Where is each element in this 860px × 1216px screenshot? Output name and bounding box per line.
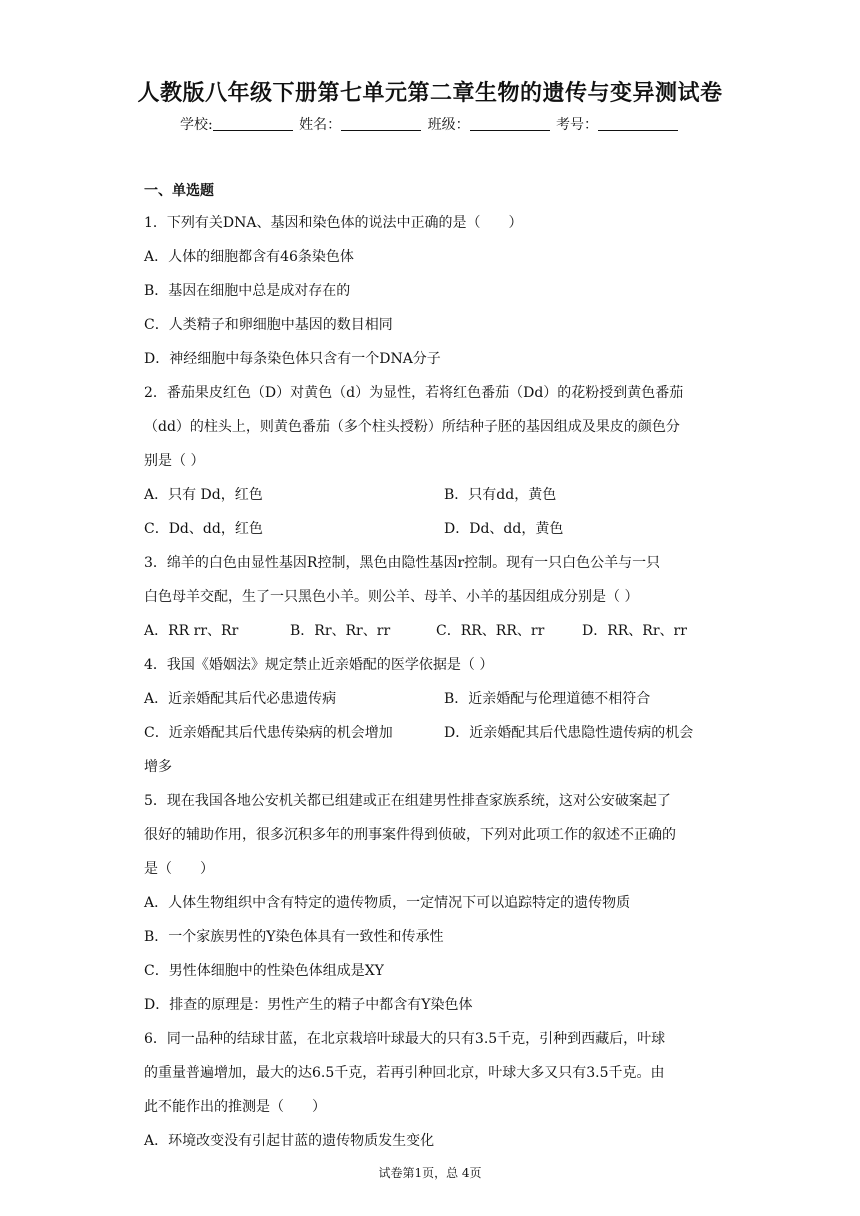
q2-option-b: B．只有dd，黄色 [444,487,557,503]
q3-option-c: C．RR、RR、rr [436,623,545,639]
q5-option-a: A．人体生物组织中含有特定的遗传物质，一定情况下可以追踪特定的遗传物质 [144,895,631,911]
name-label: 姓名： [299,117,342,133]
name-blank[interactable] [341,116,421,131]
school-blank[interactable] [213,116,293,131]
class-blank[interactable] [470,116,550,131]
q4-option-a: A．近亲婚配其后代必患遗传病 [144,691,337,707]
q2-option-c: C．Dd、dd，红色 [144,521,263,537]
q1-option-d: D．神经细胞中每条染色体只含有一个DNA分子 [144,351,441,367]
q6-option-a: A．环境改变没有引起甘蓝的遗传物质发生变化 [144,1133,435,1149]
q1-option-b: B．基因在细胞中总是成对存在的 [144,283,351,299]
q5-option-d: D．排查的原理是：男性产生的精子中都含有Y染色体 [144,997,473,1013]
q1-stem: 1．下列有关DNA、基因和染色体的说法中正确的是（ ） [144,215,523,231]
q1-option-a: A．人体的细胞都含有46条染色体 [144,249,354,265]
school-label: 学校: [179,117,213,133]
q3-option-d: D．RR、Rr、rr [582,623,687,639]
q2-option-d: D．Dd、dd，黄色 [444,521,564,537]
q6-stem-line2: 的重量普遍增加，最大的达6.5千克，若再引种回北京，叶球大多又只有3.5千克。由 [144,1065,665,1081]
q4-option-d-continued: 增多 [144,759,172,775]
questions [144,206,718,1158]
number-label: 考号： [556,117,599,133]
q2-stem-line2: （dd）的柱头上，则黄色番茄（多个柱头授粉）所结种子胚的基因组成及果皮的颜色分 [144,419,680,435]
q3-stem-line1: 3．绵羊的白色由显性基因R控制，黑色由隐性基因r控制。现有一只白色公羊与一只 [144,555,661,571]
q6-stem-line3: 此不能作出的推测是（ ） [144,1099,326,1115]
q2-option-a: A．只有 Dd，红色 [144,487,263,503]
q2-stem-line3: 别是（ ） [144,453,205,469]
q5-stem-line2: 很好的辅助作用，很多沉积多年的刑事案件得到侦破，下列对此项工作的叙述不正确的 [144,827,676,843]
number-blank[interactable] [598,116,678,131]
page-footer: 试卷第1页，总 4页 [378,1166,482,1180]
class-label: 班级： [427,117,470,133]
q2-options-row2 [144,512,718,546]
q3-options-row [144,614,718,648]
q4-options-row2 [144,716,718,750]
q5-option-c: C．男性体细胞中的性染色体组成是XY [144,963,384,979]
student-info [0,114,860,134]
q1-option-c: C．人类精子和卵细胞中基因的数目相同 [144,317,393,333]
q4-options-row1 [144,682,718,716]
q3-option-b: B．Rr、Rr、rr [290,623,391,639]
q5-stem-line3: 是（ ） [144,861,214,877]
q4-option-b: B．近亲婚配与伦理道德不相符合 [444,691,651,707]
q4-stem: 4．我国《婚姻法》规定禁止近亲婚配的医学依据是（ ） [144,657,494,673]
page-title: 人教版八年级下册第七单元第二章生物的遗传与变异测试卷 [137,81,723,106]
section-heading: 一、单选题 [144,183,214,199]
q6-stem-line1: 6．同一品种的结球甘蓝，在北京栽培叶球最大的只有3.5千克，引种到西藏后，叶球 [144,1031,666,1047]
q2-options-row1 [144,478,718,512]
q2-stem-line1: 2．番茄果皮红色（D）对黄色（d）为显性，若将红色番茄（Dd）的花粉授到黄色番茄 [144,385,684,401]
q4-option-c: C．近亲婚配其后代患传染病的机会增加 [144,725,393,741]
q3-stem-line2: 白色母羊交配，生了一只黑色小羊。则公羊、母羊、小羊的基因组成分别是（ ） [144,589,639,605]
q3-option-a: A．RR rr、Rr [144,623,239,639]
q5-stem-line1: 5．现在我国各地公安机关都已组建或正在组建男性排查家族系统，这对公安破案起了 [144,793,671,809]
q4-option-d: D．近亲婚配其后代患隐性遗传病的机会 [444,725,694,741]
q5-option-b: B．一个家族男性的Y染色体具有一致性和传承性 [144,929,444,945]
